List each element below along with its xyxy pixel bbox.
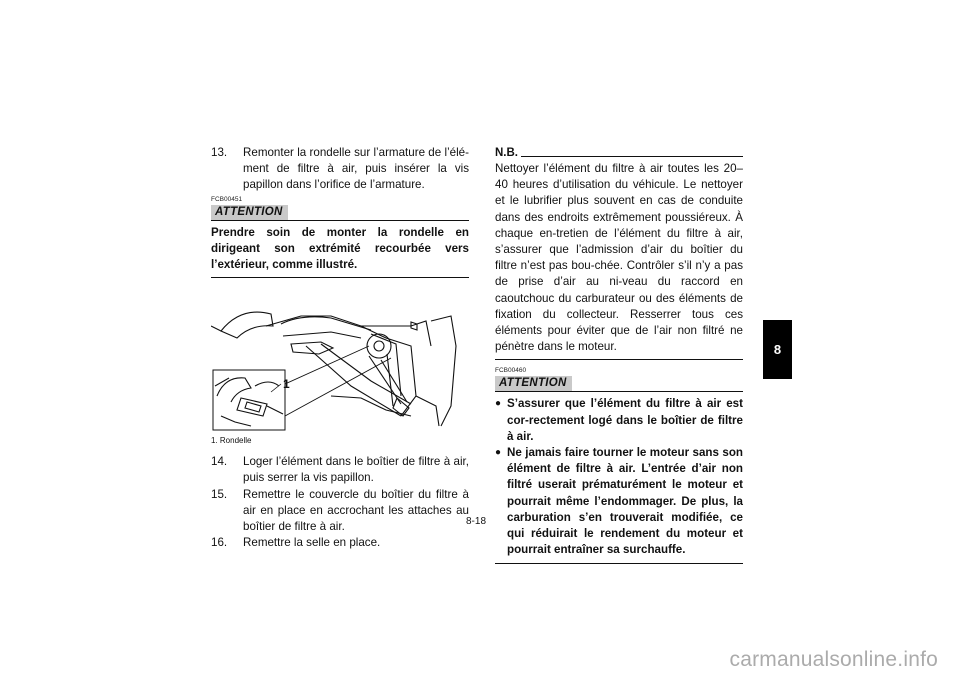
attention-bullet xyxy=(495,445,743,558)
note-label: N.B. xyxy=(495,145,521,161)
attention-bullets xyxy=(495,396,743,558)
step-number: 13. xyxy=(211,146,228,159)
bullet-text: S’assurer que l’élément du filtre à air est cor-rectement logé dans le boîtier de filtre à air. xyxy=(507,397,743,443)
note-header xyxy=(495,145,743,161)
note-text: Nettoyer l’élément du filtre à air toutes les 20–40 heures d’utilisation du véhicule. Le nettoyer et le lubrifier plus souvent en cas de conduite dans des endroits extrêmement poussiéreux. À chaque en-tretien de l’élément du filtre à air, s’assurer que l’admission d’air du boîtier du filtre n’est pas bou-chée. Contrôler s’il n’y a pas de prise d’air au ni-veau du raccord en caoutchouc du carburateur ou des éléments de fixation du collecteur. Resserrer tous ces éléments pour éviter que de l’air non filtré ne pénètre dans le moteur. xyxy=(495,162,743,354)
step-number: 14. xyxy=(211,455,228,469)
step-number: 15. xyxy=(211,487,228,501)
bullet-icon: ● xyxy=(495,447,502,459)
step-15 xyxy=(211,487,469,536)
attention-end-rule xyxy=(211,277,469,278)
step-text: Remonter la rondelle sur l’armature de l’élé-ment de filtre à air, puis insérer la vis papillon dans l’orifice de l’armature. xyxy=(243,146,469,192)
right-column xyxy=(495,145,743,564)
attention-header xyxy=(211,205,469,221)
step-text: Remettre le couvercle du boîtier du filtre à air en place en accrochant les attaches au boîtier de filtre à air. xyxy=(243,487,469,534)
note-end-rule xyxy=(495,359,743,360)
attention-end-rule xyxy=(495,563,743,564)
bullet-text: Ne jamais faire tourner le moteur sans son élément de filtre à air. L’entrée d’air non filtré userait prématurément le moteur et pourrait même l’endommager. De plus, la carburation s’en trouverait modifiée, ce qui réduirait le rendement du moteur et pourrait entraîner sa surchauffe. xyxy=(507,446,743,557)
step-14 xyxy=(211,454,469,486)
watermark: carmanualsonline.info xyxy=(729,648,938,671)
step-number: 16. xyxy=(211,536,228,550)
step-13 xyxy=(211,145,469,194)
step-16 xyxy=(211,535,469,551)
chapter-tab: 8 xyxy=(763,320,792,379)
callout-number: 1 xyxy=(283,377,290,392)
bullet-icon: ● xyxy=(495,398,502,410)
figure-caption: 1. Rondelle xyxy=(211,436,252,446)
attention-label: ATTENTION xyxy=(211,205,288,220)
attention-code: FCB00451 xyxy=(211,195,243,203)
left-column xyxy=(211,145,469,551)
attention-bullet xyxy=(495,396,743,445)
attention-label: ATTENTION xyxy=(495,376,572,391)
air-filter-illustration xyxy=(211,286,469,434)
attention-text: Prendre soin de monter la rondelle en dirigeant son extrémité recourbée vers l’extérieur, comme illustré. xyxy=(211,225,469,272)
step-text: Loger l’élément dans le boîtier de filtre à air, puis serrer la vis papillon. xyxy=(243,455,469,485)
attention-code: FCB00460 xyxy=(495,367,527,375)
step-text: Remettre la selle en place. xyxy=(243,536,381,550)
attention-header xyxy=(495,376,743,392)
page-number: 8-18 xyxy=(466,516,487,527)
air-filter-drawing xyxy=(211,286,469,434)
steps-list xyxy=(211,454,469,551)
